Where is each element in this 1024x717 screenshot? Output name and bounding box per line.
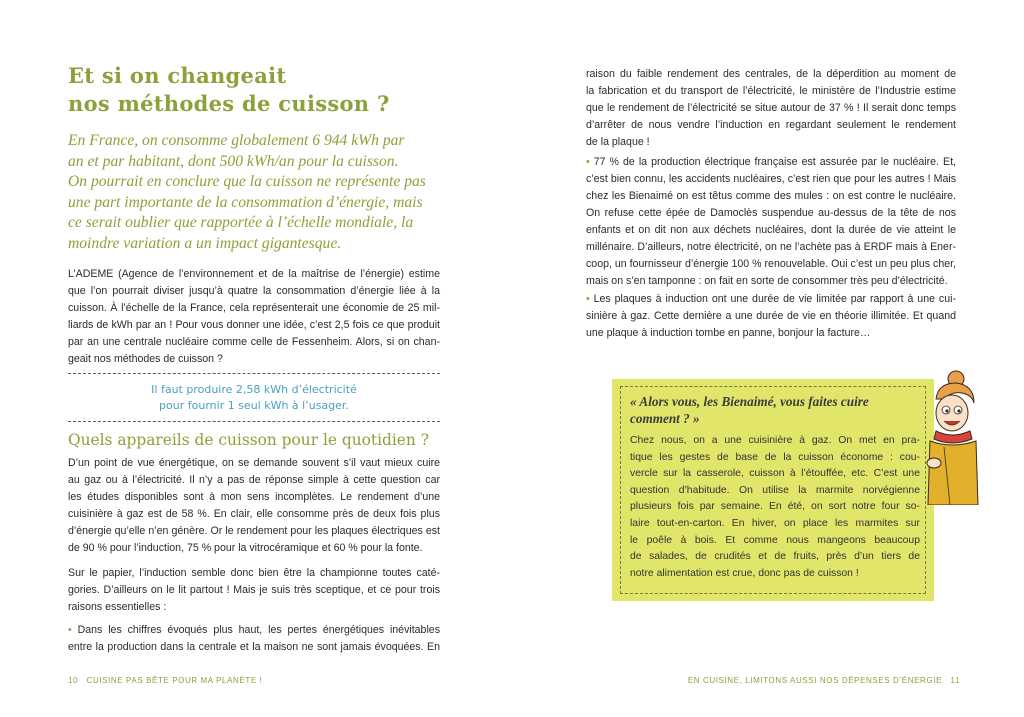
- text-line: raison du faible rendement des centrales, de la déperdition au moment de: [586, 68, 956, 80]
- text-line: entre la production dans la centrale et la maison ne sont jamais évoquées. En: [68, 641, 440, 653]
- footer-right: [688, 676, 960, 685]
- text-line: Les plaques à induction ont une durée de vie limitée par rapport à une cui-: [593, 293, 956, 305]
- text-line: d’énergie qu’elle n’en génère. Or le rendement pour les plaques électriques est: [68, 525, 440, 537]
- intro-line: On pourrait en conclure que la cuisson ne représente pas: [68, 173, 426, 190]
- text-line: de 90 % pour l’induction, 75 % pour la vitrocéramique et 60 % pour la fonte.: [68, 542, 423, 554]
- text-line: Chez nous, on a une cuisinière à gaz. On met en pra-: [630, 435, 920, 446]
- bullet-icon: •: [586, 156, 590, 168]
- text-line: par an une centrale nucléaire comme celle de Fessenheim. Alors, si on chan-: [68, 336, 440, 348]
- intro-paragraph: [68, 131, 453, 254]
- page-title: [68, 62, 448, 118]
- text-line: cuisson. À l’échelle de la France, cela représenterait une économie de 25 mil-: [68, 302, 440, 314]
- text-line: la fabrication et du transport de l’électricité, le ministère de l’Industrie estime: [586, 85, 956, 97]
- text-line: au gaz ou à l’électricité. Il n’y a pas de réponse simple à cette question car: [68, 474, 440, 486]
- text-line: une plaque à induction tombe en panne, bonjour la facture…: [586, 327, 871, 339]
- text-line: Sur le papier, l’induction semble donc bien être la championne toutes caté-: [68, 567, 440, 579]
- bullet-icon: •: [68, 624, 72, 636]
- intro-line: une part importante de la consommation d’énergie, mais: [68, 193, 423, 211]
- text-line: 77 % de la production électrique française est assurée par le nucléaire. Et,: [593, 156, 956, 168]
- text-line: de la plaque !: [586, 136, 650, 148]
- bullet-item: [68, 622, 440, 656]
- bullet-icon: •: [586, 293, 590, 305]
- text-line: tique les gestes de base de la cuisson économe : cou-: [630, 451, 920, 463]
- text-line: coop, un fournisseur d’énergie 100 % renouvelable. Oui c’est un peu plus cher,: [586, 258, 956, 270]
- testimony-box: [612, 379, 934, 601]
- text-line: question d’habitude. On utilise la marmite norvégienne: [630, 484, 920, 496]
- running-title: CUISINE PAS BÊTE POUR MA PLANÈTE !: [86, 676, 263, 685]
- text-line: raisons essentielles :: [68, 601, 167, 613]
- title-line: nos méthodes de cuisson ?: [68, 91, 390, 116]
- title-line: Et si on changeait: [68, 63, 287, 88]
- running-title: EN CUISINE, LIMITONS AUSSI NOS DÉPENSES D’ÉNERGIE: [687, 676, 943, 685]
- ademe-paragraph: [68, 266, 440, 368]
- text-line: d’arrêter de nous vendre l’induction en regardant seulement le rendement: [586, 119, 956, 131]
- divider-top: [68, 373, 440, 374]
- continued-paragraph: [586, 66, 956, 151]
- energy-paragraph: [68, 455, 440, 557]
- text-line: plusieurs fois par semaine. En été, on sort notre four so-: [630, 501, 920, 513]
- right-page: [512, 0, 1024, 717]
- question-line: comment ? »: [630, 411, 700, 426]
- bullet-item: [586, 154, 956, 290]
- cartoon-woman-illustration: [922, 365, 980, 505]
- section-subtitle: Quels appareils de cuisson pour le quotidien ?: [68, 431, 429, 449]
- text-line: notre alimentation est crue, donc pas de cuisson !: [630, 567, 859, 579]
- page-number: 10: [68, 676, 79, 685]
- page-number: 11: [950, 676, 960, 685]
- intro-line: moindre variation a un impact gigantesque.: [68, 234, 342, 252]
- callout-line: Il faut produire 2,58 kWh d’électricité: [151, 383, 357, 396]
- text-line: de salades, de crudités et de fruits, près d’un tiers de: [630, 551, 920, 563]
- callout-line: pour fournir 1 seul kWh à l’usager.: [159, 399, 349, 412]
- text-line: mais on s’en tamponne : on fait en sorte de consommer très peu d’électricité.: [586, 275, 948, 287]
- intro-line: an et par habitant, dont 500 kWh/an pour la cuisson.: [68, 152, 399, 170]
- text-line: Dans les chiffres évoqués plus haut, les pertes énergétiques inévitables: [77, 624, 440, 636]
- divider-bottom: [68, 421, 440, 422]
- intro-line: ce serait oublier que rapportée à l’échelle mondiale, la: [68, 214, 414, 231]
- induction-paragraph: [68, 565, 440, 616]
- text-line: sinière à gaz. Cette dernière a une durée de vie en théorie illimitée. Et quand: [586, 310, 956, 322]
- text-line: les études disponibles sont à mon sens incomplètes. Le rendement d’une: [68, 491, 440, 503]
- text-line: D’un point de vue énergétique, on se demande souvent s’il vaut mieux cuire: [68, 457, 440, 469]
- footer-left: [68, 676, 262, 685]
- text-line: le poêle à bois. Et comme nous mangeons beaucoup: [630, 534, 920, 546]
- text-line: que le rendement de l’électricité se situe autour de 37 % ! Il serait donc temps: [586, 102, 956, 114]
- text-line: On refuse cette épée de Damoclès suspendue au-dessus de la tête de nos: [586, 207, 956, 219]
- text-line: millénaire. D’ailleurs, notre électricité, on ne l’achète pas à ERDF mais à Ener-: [586, 241, 956, 253]
- text-line: liards de kWh par an ! Pour vous donner une idée, c’est 2,5 fois ce que produit: [68, 319, 440, 331]
- text-line: enfants et on dit non aux déchets nucléaires, dont la durée de vie atteint le: [586, 224, 956, 236]
- text-line: chez les Bienaimé on est têtus comme des mules : on est contre le nucléaire.: [586, 190, 956, 202]
- text-line: que l’on pourrait diviser jusqu’à quatre la consommation d’énergie liée à la: [68, 285, 440, 297]
- text-line: laire tout-en-carton. En hiver, on place les marmites sur: [630, 517, 920, 529]
- box-question: [630, 393, 920, 427]
- callout-fact: [68, 382, 440, 414]
- intro-line: En France, on consomme globalement 6 944 kWh par: [68, 132, 405, 149]
- text-line: gories. D’ailleurs on le lit partout ! Mais je suis très sceptique, et ce pour trois: [68, 584, 440, 596]
- text-line: c’est bien connu, les accidents nucléaires, c’est rien que pour les autres ! Mais: [586, 173, 956, 185]
- bullet-item: [586, 291, 956, 342]
- text-line: vercle sur la casserole, cuisson à l’étouffée, etc. C’est une: [630, 468, 920, 480]
- text-line: geait nos méthodes de cuisson ?: [68, 353, 223, 365]
- question-line: « Alors vous, les Bienaimé, vous faites cuire: [630, 394, 869, 409]
- text-line: cuisinière à gaz est de 58 %. En clair, elle consomme près de deux fois plus: [68, 508, 440, 520]
- text-line: L’ADEME (Agence de l’environnement et de la maîtrise de l’énergie) estime: [68, 268, 440, 280]
- box-answer: [630, 433, 920, 582]
